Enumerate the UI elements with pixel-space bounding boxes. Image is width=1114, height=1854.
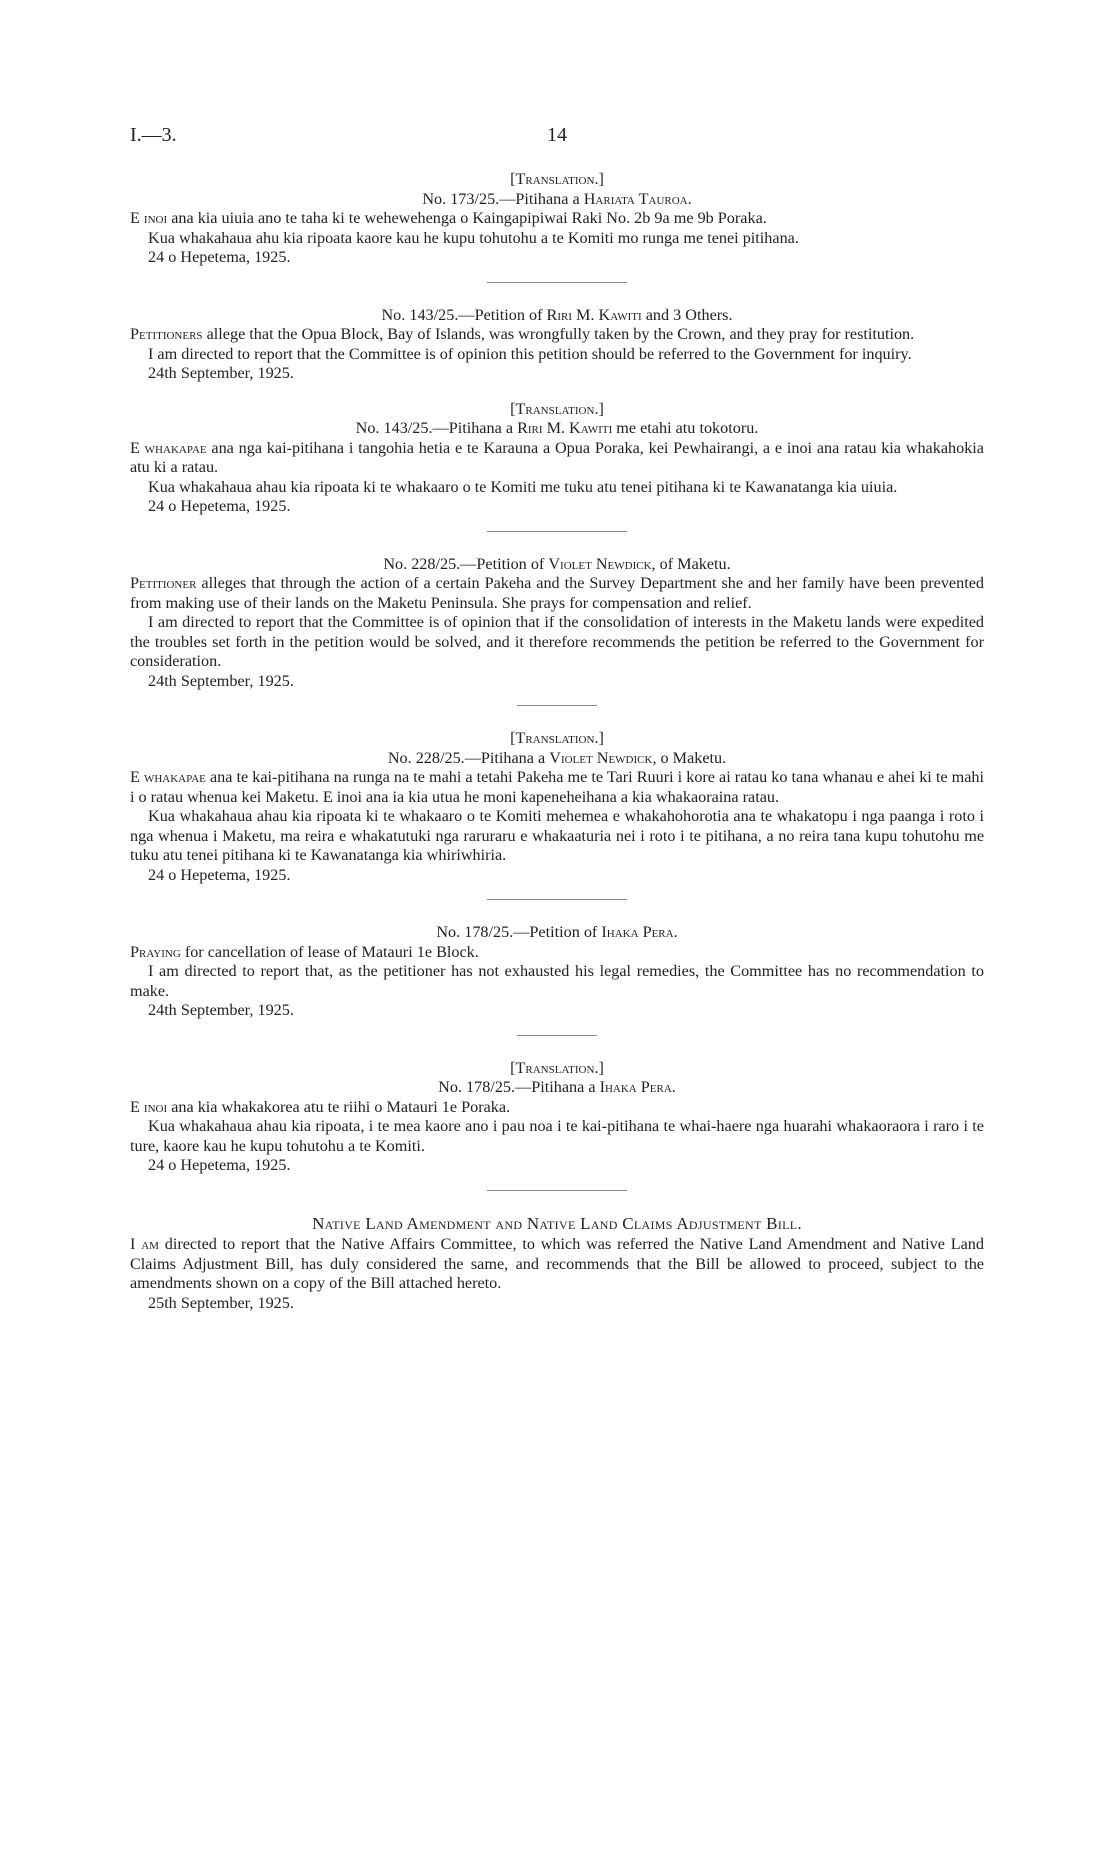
section-petition-228 [130, 555, 984, 692]
heading-number: No. 178/25.—Petition of [436, 923, 602, 941]
page-header [130, 124, 984, 154]
paragraph [130, 1098, 984, 1118]
section-translation-143 [130, 400, 984, 517]
spacer [130, 384, 984, 400]
paragraph [130, 209, 984, 229]
paragraph-lead: E whakapae [130, 438, 207, 457]
section-petition-143 [130, 306, 984, 384]
section-date: 24th September, 1925. [148, 671, 294, 690]
petitioner-name: Violet Newdick [548, 554, 652, 573]
section-translation-228 [130, 729, 984, 885]
section-date: 24th September, 1925. [148, 364, 294, 382]
section-heading [130, 306, 984, 326]
heading-end: me etahi atu tokotoru. [612, 419, 759, 437]
page-content [130, 170, 984, 1313]
section-heading [130, 419, 984, 439]
divider [487, 899, 627, 901]
section-native-land-bill [130, 1214, 984, 1314]
paragraph: I am directed to report that the Committee is of opinion this petition should be referred to the Government for inquiry. [148, 344, 912, 363]
petitioner-name: Riri M. Kawiti [517, 419, 613, 437]
translation-label: [Translation.] [510, 729, 604, 747]
heading-end: . [673, 923, 678, 941]
paragraph-lead: Petitioners [130, 325, 203, 343]
divider [517, 705, 597, 707]
paragraph-lead: E whakapae [130, 768, 206, 786]
section-date: 24 o Hepetema, 1925. [148, 1156, 291, 1174]
heading-end: . [671, 1078, 676, 1096]
translation-label: [Translation.] [510, 1058, 604, 1077]
paragraph [130, 943, 984, 963]
divider [517, 1035, 597, 1037]
section-date: 24th September, 1925. [148, 1001, 294, 1019]
heading-number: No. 228/25.—Petition of [383, 554, 549, 573]
paragraph-lead: E inoi [130, 209, 168, 227]
section-date: 25th September, 1925. [148, 1293, 294, 1312]
bill-title: Native Land Amendment and Native Land Claims Adjustment Bill. [312, 1213, 802, 1233]
section-heading [130, 1078, 984, 1098]
paragraph: I am directed to report that, as the petitioner has not exhausted his legal remedies, the Committee has no recommendation to make. [130, 962, 984, 1000]
page-number: 14 [547, 124, 567, 146]
paragraph [130, 325, 984, 345]
heading-number: No. 143/25.—Pitihana a [355, 419, 518, 437]
paragraph-text: alleges that through the action of a certain Pakeha and the Survey Department she and her family have been prevented from making use of their lands on the Maketu Peninsula. She prays for compensation and relief. [130, 574, 984, 612]
divider [487, 282, 627, 284]
paragraph-lead: I am [130, 1235, 159, 1253]
divider [487, 1190, 627, 1192]
petitioner-name: Violet Newdick [549, 748, 653, 767]
paragraph-lead: Praying [130, 942, 181, 961]
petitioner-name: Ihaka Pera [601, 923, 674, 941]
petitioner-name: Hariata Tauroa [583, 189, 688, 208]
translation-label: [Translation.] [510, 399, 604, 418]
petitioner-name: Riri M. Kawiti [546, 305, 642, 324]
paragraph: Kua whakahaua ahau kia ripoata ki te whakaaro o te Komiti mehemea e whakahohorotia ana te whakatopu i nga paanga i roto i nga whenua i Maketu, ma reira e whakatutuki nga raruraru e whakaaturia nei i roto i te pitihana, a no reira tana kupu tohutohu me tuku atu tenei pitihana ki te Kawanatanga kia whiriwhiria. [130, 807, 984, 864]
section-translation-178 [130, 1059, 984, 1176]
section-heading [130, 749, 984, 769]
divider [487, 531, 627, 533]
section-heading [130, 555, 984, 575]
section-petition-178 [130, 923, 984, 1021]
paragraph-text: allege that the Opua Block, Bay of Islands, was wrongfully taken by the Crown, and they pray for restitution. [202, 325, 915, 343]
section-translation-173 [130, 170, 984, 268]
paragraph-text: ana te kai-pitihana na runga na te mahi a tetahi Pakeha me te Tari Ruuri i kore ai ratau ko tana whanau e ahei ki te mahi i o ratau whenua kei Maketu. E inoi ana ia kia utua he moni kapeneheihana a kia whakaoraina ratau. [130, 768, 984, 806]
paragraph-text: ana kia uiuia ano te taha ki te wehewehenga o Kaingapipiwai Raki No. 2b 9a me 9b Poraka. [167, 209, 767, 227]
petitioner-name: Ihaka Pera [599, 1078, 672, 1096]
paragraph [130, 574, 984, 613]
paragraph [130, 439, 984, 478]
paragraph [130, 1235, 984, 1294]
section-heading [130, 923, 984, 943]
paragraph-text: ana nga kai-pitihana i tangohia hetia e te Karauna a Opua Poraka, kei Pewhairangi, a e inoi ana ratau kia whakahokia atu ki a ratau. [130, 438, 984, 476]
section-date: 24 o Hepetema, 1925. [148, 497, 291, 515]
heading-end: , o Maketu. [652, 748, 727, 767]
heading-end: , of Maketu. [651, 554, 731, 573]
paragraph-text: directed to report that the Native Affairs Committee, to which was referred the Native Land Amendment and Native Land Claims Adjustment Bill, has duly considered the same, and recommends that the Bill be allowed to proceed, subject to the amendments shown on a copy of the Bill attached hereto. [130, 1235, 984, 1292]
heading-number: No. 228/25.—Pitihana a [387, 748, 550, 767]
paragraph: Kua whakahaua ahau kia ripoata ki te whakaaro o te Komiti me tuku atu tenei pitihana ki te Kawanatanga kia uiuia. [148, 477, 898, 496]
heading-number: No. 143/25.—Petition of [381, 305, 547, 324]
paragraph [130, 768, 984, 807]
paragraph: I am directed to report that the Committee is of opinion that if the consolidation of interests in the Maketu lands were expedited the troubles set forth in the petition would be solved, and it therefore recommends the petition be referred to the Government for consideration. [130, 613, 984, 670]
paragraph-text: ana kia whakakorea atu te riihi o Matauri 1e Poraka. [167, 1097, 511, 1116]
heading-end: and 3 Others. [641, 305, 733, 324]
paragraph: Kua whakahaua ahu kia ripoata kaore kau he kupu tohutohu a te Komiti mo runga me tenei pitihana. [148, 228, 799, 247]
translation-label: [Translation.] [510, 170, 604, 188]
section-date: 24 o Hepetema, 1925. [148, 248, 291, 266]
heading-number: No. 178/25.—Pitihana a [438, 1078, 600, 1096]
paragraph-lead: E inoi [130, 1097, 168, 1116]
heading-end: . [687, 189, 692, 208]
paragraph-text: for cancellation of lease of Matauri 1e Block. [180, 942, 479, 961]
paragraph-lead: Petitioner [130, 574, 197, 592]
paper-reference: I.—3. [130, 124, 177, 146]
heading-number: No. 173/25.—Pitihana a [422, 189, 584, 208]
section-heading [130, 190, 984, 210]
paragraph: Kua whakahaua ahau kia ripoata, i te mea kaore ano i pau noa i te kai-pitihana te whai-haere nga huarahi whakaoraora i raro i te ture, kaore kau he kupu tohutohu a te Komiti. [130, 1117, 984, 1155]
section-date: 24 o Hepetema, 1925. [148, 865, 291, 884]
